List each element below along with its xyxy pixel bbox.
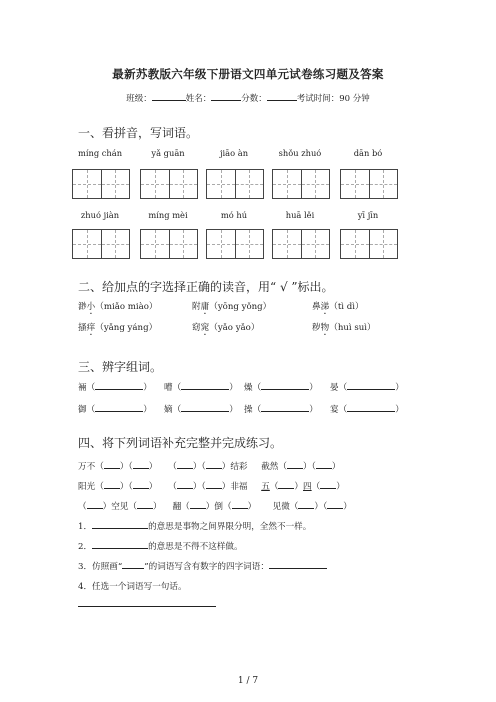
- word-blank[interactable]: [95, 403, 143, 412]
- tianzige-box[interactable]: [140, 169, 198, 199]
- dotted-char: 痒: [86, 323, 96, 333]
- idiom-blank[interactable]: [133, 460, 149, 469]
- idiom-blank[interactable]: [298, 500, 314, 509]
- idiom-blank[interactable]: [316, 460, 332, 469]
- character: 操: [244, 405, 253, 415]
- tianzige-cell[interactable]: [207, 170, 236, 198]
- idiom-blank[interactable]: [206, 480, 222, 489]
- reading-options[interactable]: （huì suì）: [329, 323, 376, 333]
- idiom-blank[interactable]: [177, 460, 193, 469]
- reading-options[interactable]: （tì dì）: [329, 302, 364, 312]
- section-3-heading: 三、辨字组词。: [78, 360, 163, 374]
- idiom-blank[interactable]: [327, 500, 343, 509]
- tianzige-cell[interactable]: [341, 230, 370, 258]
- tianzige-box[interactable]: [140, 229, 198, 259]
- tianzige-cell[interactable]: [207, 230, 236, 258]
- reading-options[interactable]: （yǎo yǎo）: [209, 323, 260, 333]
- question-1: 1． 的意思是事物之间界限分明，全然不一样。: [78, 522, 312, 532]
- dotted-char: 物: [320, 323, 330, 333]
- tianzige-box[interactable]: [340, 229, 398, 259]
- tianzige-cell[interactable]: [141, 230, 170, 258]
- page-number: 1 / 7: [237, 676, 259, 686]
- reading-options[interactable]: （miǎo miào）: [95, 302, 158, 312]
- character: 嘈: [164, 383, 173, 393]
- pinyin-label: jiāo àn: [219, 148, 249, 158]
- tianzige-cell[interactable]: [370, 230, 398, 258]
- character: 晏: [330, 383, 339, 393]
- score-label: 分数：: [241, 94, 267, 104]
- word-char: 窈: [192, 323, 201, 333]
- character: 宴: [330, 405, 339, 415]
- word-group-item: 御（ ）: [78, 405, 152, 415]
- character: 御: [78, 405, 87, 415]
- pinyin-label: mó hú: [220, 210, 248, 220]
- word-blank[interactable]: [95, 381, 143, 390]
- tianzige-cell[interactable]: [341, 170, 370, 198]
- name-blank[interactable]: [211, 92, 241, 101]
- tianzige-cell[interactable]: [170, 230, 198, 258]
- idiom-blank[interactable]: [104, 460, 120, 469]
- pronunciation-item: [312, 321, 376, 333]
- tianzige-cell[interactable]: [302, 170, 330, 198]
- tianzige-box[interactable]: [206, 169, 264, 199]
- idiom-blank[interactable]: [287, 460, 303, 469]
- character: 嫡: [164, 405, 173, 415]
- word-char: 附: [192, 302, 201, 312]
- dotted-char: 窕: [200, 323, 210, 333]
- tianzige-cell[interactable]: [273, 230, 302, 258]
- idiom-blank[interactable]: [87, 500, 103, 509]
- word-blank[interactable]: [181, 403, 229, 412]
- question-3: 3．仿照画“ ”的词语写含有数字的四字词语：: [78, 560, 327, 572]
- answer-blank[interactable]: [269, 560, 327, 569]
- tianzige-box[interactable]: [272, 169, 330, 199]
- question-4: 4．任选一个词语写一句话。: [78, 582, 187, 592]
- page-title: 最新苏教版六年级下册语文四单元试卷练习题及答案: [112, 67, 384, 81]
- reading-options[interactable]: （yōng yǒng）: [209, 302, 272, 312]
- tianzige-box[interactable]: [72, 229, 130, 259]
- word-group-item: 嘈（ ）: [164, 383, 238, 393]
- word-group-item: 裲（ ）: [78, 383, 152, 393]
- pinyin-label: yǎ guān: [151, 148, 185, 158]
- tianzige-cell[interactable]: [236, 170, 264, 198]
- tianzige-cell[interactable]: [273, 170, 302, 198]
- pronunciation-item: [78, 321, 157, 333]
- idiom-blank[interactable]: [177, 480, 193, 489]
- word-group-item: 晏（ ）: [330, 383, 404, 393]
- class-blank[interactable]: [152, 92, 186, 101]
- idiom-blank[interactable]: [320, 480, 336, 489]
- tianzige-box[interactable]: [340, 169, 398, 199]
- word-group-item: 嫡（ ）: [164, 405, 238, 415]
- pinyin-label: dān bó: [353, 148, 383, 158]
- answer-blank[interactable]: [92, 520, 148, 529]
- word-blank[interactable]: [261, 403, 309, 412]
- word-char: 秽: [312, 323, 321, 333]
- pronunciation-item: [192, 300, 271, 312]
- word-blank[interactable]: [261, 381, 309, 390]
- character: 裲: [78, 383, 87, 393]
- name-label: 姓名：: [185, 94, 212, 104]
- word-char: 鼻: [312, 302, 321, 312]
- tianzige-cell[interactable]: [73, 230, 102, 258]
- tianzige-cell[interactable]: [236, 230, 264, 258]
- tianzige-box[interactable]: [206, 229, 264, 259]
- answer-blank[interactable]: [122, 560, 144, 569]
- section-4-heading: 四、将下列词语补充完整并完成练习。: [78, 436, 283, 450]
- answer-blank[interactable]: [92, 540, 148, 549]
- dotted-char: 庸: [200, 302, 210, 312]
- tianzige-box[interactable]: [272, 229, 330, 259]
- tianzige-cell[interactable]: [73, 170, 102, 198]
- section-2-heading: 二、给加点的字选择正确的读音，用“ √ ”标出。: [78, 280, 334, 294]
- word-blank[interactable]: [347, 381, 395, 390]
- sentence-answer-line[interactable]: [78, 606, 216, 607]
- dotted-char: 涕: [320, 302, 330, 312]
- question-2: 2． 的意思是不得不这样做。: [78, 542, 243, 552]
- word-group-item: 宴（ ）: [330, 405, 404, 415]
- tianzige-box[interactable]: [72, 169, 130, 199]
- pinyin-label: yī jīn: [357, 210, 379, 220]
- word-char: 搔: [78, 323, 87, 333]
- pronunciation-item: [192, 321, 259, 333]
- pinyin-label: míng mèi: [148, 210, 188, 220]
- word-group-item: 操（ ）: [244, 405, 318, 415]
- class-label: 班级：: [126, 94, 152, 104]
- idiom-blank[interactable]: [104, 480, 120, 489]
- pinyin-label: zhuó jiàn: [80, 210, 120, 220]
- pinyin-label: huā lěi: [285, 210, 315, 220]
- tianzige-cell[interactable]: [302, 230, 330, 258]
- idiom-blank[interactable]: [190, 500, 206, 509]
- idiom-blank[interactable]: [137, 500, 153, 509]
- idiom-blank[interactable]: [278, 480, 294, 489]
- tianzige-cell[interactable]: [370, 170, 398, 198]
- reading-options[interactable]: （yǎng yáng）: [95, 323, 158, 333]
- idiom-row-1: 万不（ ）（ ） （ ）（ ）结彩 截然（ ）（ ）: [78, 462, 341, 472]
- character: 燥: [244, 383, 253, 393]
- section-1-heading: 一、看拼音，写词语。: [78, 126, 199, 140]
- tianzige-cell[interactable]: [141, 170, 170, 198]
- tianzige-cell[interactable]: [102, 170, 130, 198]
- idiom-row-2: 阳光（ ）（ ） （ ）（ ）非福 五（ ）四（ ）: [78, 482, 345, 492]
- word-char: 渺: [78, 302, 87, 312]
- idiom-blank[interactable]: [232, 500, 248, 509]
- pronunciation-item: [312, 300, 364, 312]
- time-label: 考试时间：90 分钟: [296, 94, 370, 104]
- pronunciation-item: [78, 300, 158, 312]
- score-blank[interactable]: [267, 92, 297, 101]
- word-group-item: 燥（ ）: [244, 383, 318, 393]
- idiom-blank[interactable]: [206, 460, 222, 469]
- word-blank[interactable]: [347, 403, 395, 412]
- tianzige-cell[interactable]: [102, 230, 130, 258]
- pinyin-label: shǒu zhuó: [278, 148, 322, 158]
- word-blank[interactable]: [181, 381, 229, 390]
- pinyin-label: míng chán: [77, 148, 123, 158]
- tianzige-cell[interactable]: [170, 170, 198, 198]
- exam-meta: [0, 92, 496, 104]
- idiom-row-3: （ ）空见（ ） 翻（ ）倒（ ） 见微（ ）（ ）: [78, 502, 352, 512]
- idiom-blank[interactable]: [133, 480, 149, 489]
- dotted-char: 小: [86, 302, 96, 312]
